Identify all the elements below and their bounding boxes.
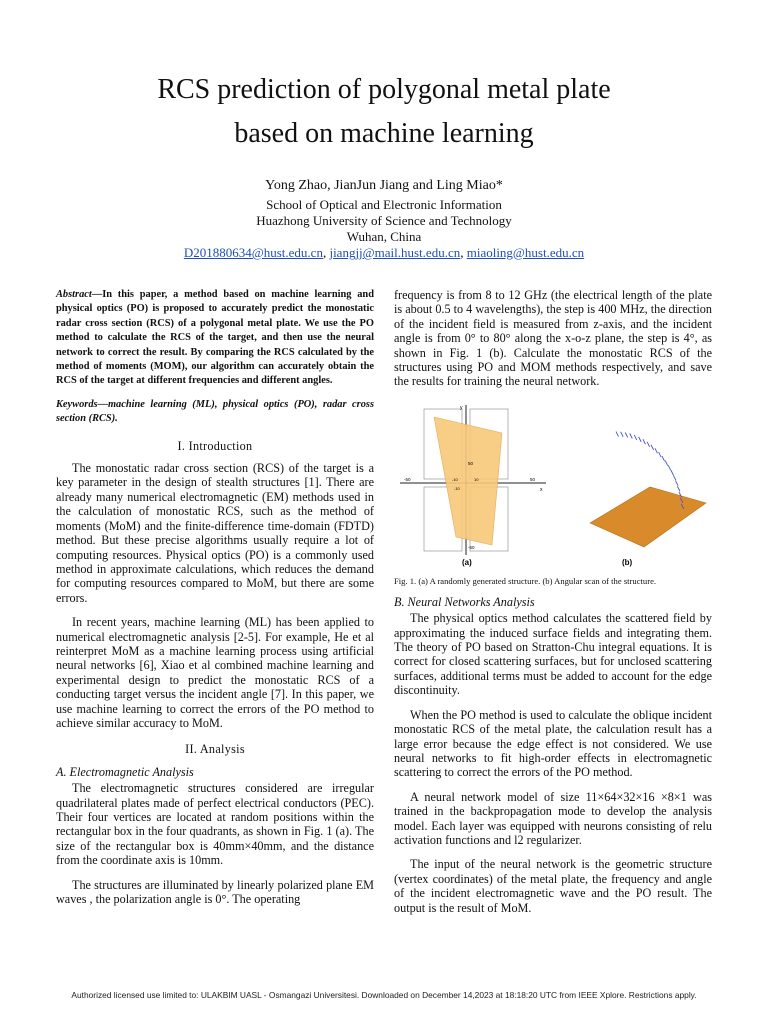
incident-arrow [639,437,642,442]
incident-arrow [668,465,671,470]
incident-arrow [662,456,665,461]
section-heading-analysis: II. Analysis [185,742,245,757]
footer-license: Authorized licensed use limited to: ULAKBIM UASL - Osmangazi Universitesi. Downloaded on December 14,2023 at 18:18:20 UTC from IEEE Xplore. Restrictions apply. [71,990,697,1000]
figure-1-graphic [394,399,712,571]
email-link-1[interactable]: D201880634@hust.edu.cn [183,245,323,260]
tick-left: -50 [404,476,411,482]
incident-arrow [616,431,619,436]
author-names: Yong Zhao, JianJun Jiang and Ling Miao* [265,178,503,193]
incident-arrow [634,435,637,440]
incident-arrow [647,442,650,447]
incident-arrow [676,481,679,486]
incident-arrow [665,460,668,465]
tick-center-2: 10 [474,476,479,482]
incident-arrow [677,486,680,491]
tick-bottom: -50 [468,544,475,550]
abstract [56,288,374,389]
x-axis-label: x [540,486,543,493]
em-paragraph-2: The structures are illuminated by linearly polarized plane EM waves , the polarization angle is 0°. The operating [56,877,374,907]
incident-arrow [621,432,624,437]
incident-arrow [671,470,674,475]
affiliation-university: Huazhong University of Science and Technology [256,213,512,228]
right-column [394,288,712,915]
random-plate-shape [434,417,502,545]
tick-center-1: -10 [452,476,458,482]
nn-paragraph-3: A neural network model of size 11×64×32×16 ×8×1 was trained in the backpropagation mode to develop the analysis model. Each layer was equipped with neurons consisting of relu activation functions and l2 regularizer. [394,789,712,847]
plate-3d-shape [590,487,706,547]
author-block [0,178,768,261]
incident-arrow [625,432,628,437]
em-paragraph-1: The electromagnetic structures considered are irregular quadrilateral plates made of perfect electrical conductors (PEC). Their four vertices are located at random positions within the rectangular box in the four quadrants, as shown in Fig. 1 (a). The size of the rectangular box is 40mm×40mm, and the distance from the coordinate axis is 10mm. [56,781,374,868]
nn-paragraph-2: When the PO method is used to calculate the oblique incident monostatic RCS of the metal plate, the calculation result has a large error because the edge effect is not considered. We use neural networks to fit high-order effects in electromagnetic scattering to correct the errors of the PO method. [394,707,712,780]
figure-1-caption: Fig. 1. (a) A randomly generated structure. (b) Angular scan of the structure. [394,575,657,586]
left-column [56,288,374,906]
figure-1b [590,431,706,566]
affiliation-city: Wuhan, China [346,229,422,244]
tick-right: 50 [530,476,536,482]
title-line-1: RCS prediction of polygonal metal plate [157,74,611,105]
paper-title [0,68,768,156]
right-paragraph-1: frequency is from 8 to 12 GHz (the electrical length of the plate is about 0.5 to 4 wavelengths), the step is 400 MHz, the direction of the incident field is measured from z-axis, and the incident angle is from 0° to 80° along the x-o-z plane, the step is 4°, as shown in Fig. 1 (b). Calculate the monostatic RCS of the structures using PO and MOM methods respectively, and save the results for training the neural network. [394,288,712,389]
incident-arrow [655,448,658,453]
incident-arrow [651,445,654,450]
incident-arrow [643,439,646,444]
figure-label-b: (b) [622,557,633,567]
abstract-text: —In this paper, a method based on machine learning and physical optics (PO) is proposed to accurately predict the monostatic radar cross section (RCS) of a polygonal metal plate. We use the PO method to calculate the RCS of the target, and then use the neural network to correct the result. By comparing the RCS calculated by the method of moments (MOM), our algorithm can accurately obtain the RCS of the target at different frequencies and different angles. [56,289,374,387]
section-heading-introduction: I. Introduction [177,438,253,453]
subsection-heading-em: A. Electromagnetic Analysis [56,764,194,779]
figure-1a [400,405,546,567]
incident-arrow [630,433,633,438]
figure-1 [394,399,712,571]
keywords: Keywords—machine learning (ML), physical optics (PO), radar cross section (RCS). [56,398,374,425]
intro-paragraph-1: The monostatic radar cross section (RCS) of the target is a key parameter in the design of stealth structures [1]. There are already many numerical electromagnetic (EM) methods used in the calculation of monostatic RCS, such as the method of moments (MoM) and the finite-difference time-domain (FDTD) method. But these precise algorithms usually require a lot of computing resources. Physical optics (PO) is a commonly used method in approximate calculations, which reduces the demand for computing resources compared to MoM, but there are some errors. [56,461,374,605]
y-axis-label: y [460,404,463,411]
author-emails: D201880634@hust.edu.cn, jiangjj@mail.hust.edu.cn, miaoling@hust.edu.cn [183,245,585,260]
nn-paragraph-1: The physical optics method calculates the scattered field by approximating the induced surface fields and integrating them. The theory of PO based on Stratton-Chu integral equations. It is correct for closed scattering surfaces, but for unclosed scattering surfaces, additional terms must be added to account for the edge discontinuity. [394,611,712,698]
email-link-2[interactable]: jiangjj@mail.hust.edu.cn [329,245,461,260]
abstract-label: Abstract [56,289,92,300]
figure-label-a: (a) [462,557,472,567]
tick-top: 50 [468,460,474,466]
nn-paragraph-4: The input of the neural network is the geometric structure (vertex coordinates) of the metal plate, the frequency and angle of the incident electromagnetic wave and the PO result. The output is the result of MoM. [394,857,712,915]
affiliation-school: School of Optical and Electronic Information [266,197,502,212]
subsection-heading-nn: B. Neural Networks Analysis [394,594,535,609]
title-line-2: based on machine learning [234,118,534,149]
incident-arrow [659,452,662,457]
intro-paragraph-2: In recent years, machine learning (ML) has been applied to numerical electromagnetic analysis [2-5]. For example, He et al reinterpret MoM as a machine learning process using artificial neural networks [6], Xiao et al combined machine learning and experimental design to predict the monostatic RCS of a conducting target versus the incident angle [7]. In this paper, we use machine learning to correct the errors of the PO method to achieve similar accuracy to MoM. [56,615,374,730]
tick-center-3: -10 [454,485,460,491]
email-link-3[interactable]: miaoling@hust.edu.cn [466,245,585,260]
incident-arrow [673,475,676,480]
